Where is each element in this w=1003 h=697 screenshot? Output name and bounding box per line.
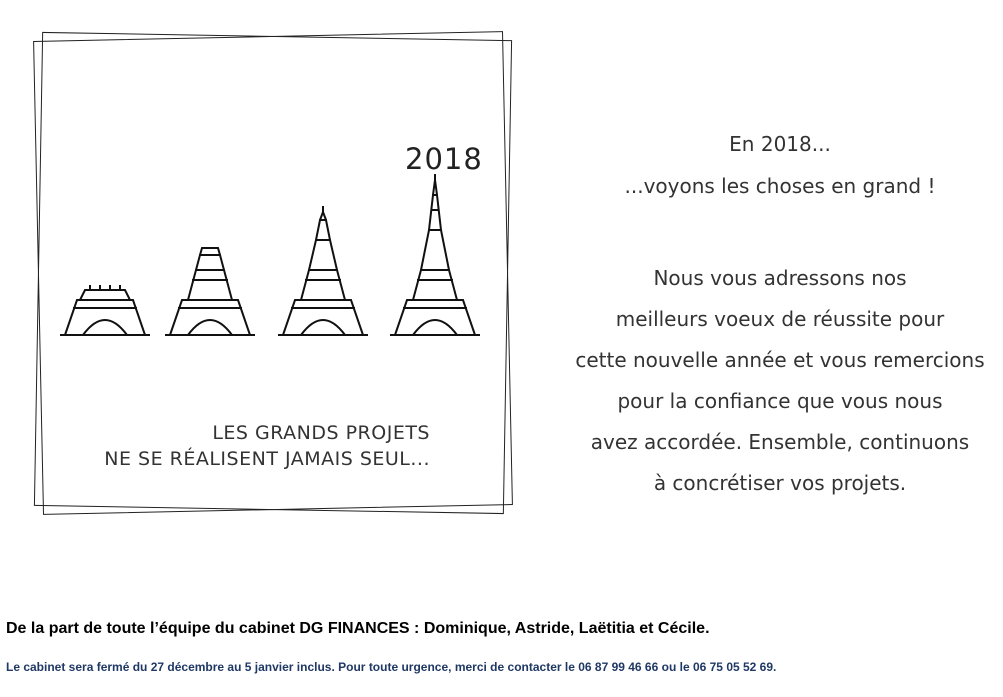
message-line: avez accordée. Ensemble, continuons [590,430,970,454]
eiffel-tower-base-icon [60,285,150,335]
eiffel-tower-full-icon [390,174,480,335]
message-line: à concrétiser vos projets. [653,471,907,495]
message-line: pour la confiance que vous nous [617,389,943,413]
message-body [565,258,995,504]
message-heading: En 2018... [729,132,831,156]
card-tagline [90,420,430,472]
eiffel-tower-third-level-icon [278,206,368,335]
closure-notice: Le cabinet sera fermé du 27 décembre au 5 janvier inclus. Pour toute urgence, merci de contacter le 06 87 99 46 66 ou le 06 75 05 52 69. [6,660,777,674]
tagline-line: LES GRANDS PROJETS [212,422,430,444]
message-line: Nous vous adressons nos [653,266,907,290]
card-year: 2018 [405,142,483,176]
greeting-card [0,0,560,540]
message-subheading: ...voyons les choses en grand ! [624,174,936,198]
message-line: cette nouvelle année et vous remercions [575,348,985,372]
email-signature: De la part de toute l’équipe du cabinet DG FINANCES : Dominique, Astride, Laëtitia et Cécile. [6,620,710,637]
greeting-message [565,128,995,504]
message-line: meilleurs voeux de réussite pour [615,307,945,331]
tagline-line: NE SE RÉALISENT JAMAIS SEUL... [104,448,430,470]
eiffel-tower-second-level-icon [165,248,255,335]
